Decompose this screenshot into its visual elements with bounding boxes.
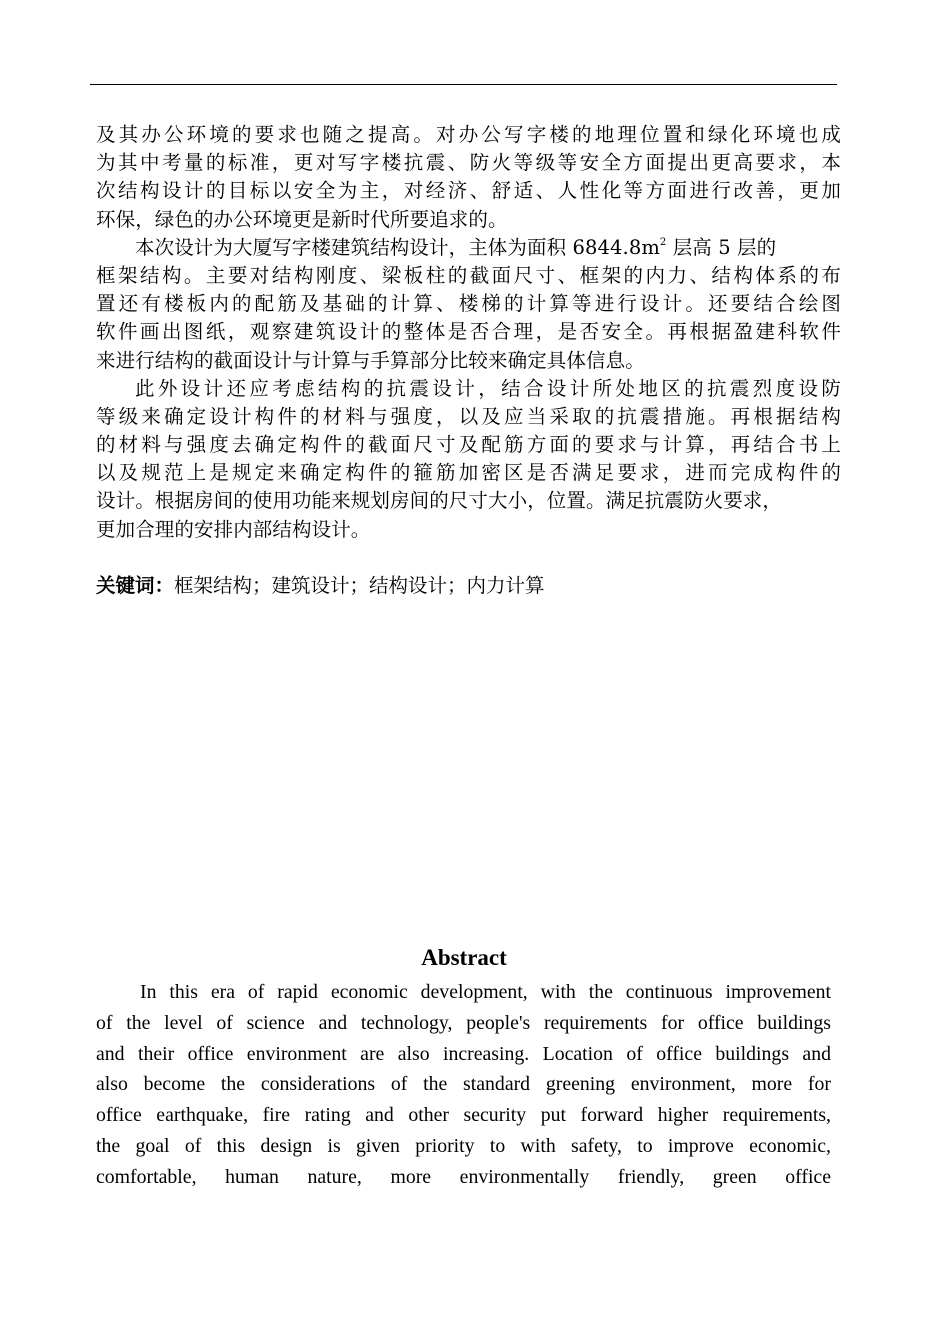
en-line: In this era of rapid economic development, with the continuous improvement [140, 981, 831, 1003]
cn-p1-line: 及其办公环境的要求也随之提高。对办公写字楼的地理位置和绿化环境也成 [96, 123, 841, 146]
en-line: the goal of this design is given priority to with safety, to improve economic, [96, 1134, 831, 1157]
en-line: and their office environment are also increasing. Location of office buildings and [96, 1042, 831, 1065]
keywords [96, 572, 545, 600]
cn-p3-line: 以及规范上是规定来确定构件的箍筋加密区是否满足要求，进而完成构件的 [96, 461, 841, 485]
cn-p3-line: 设计。根据房间的使用功能来规划房间的尺寸大小，位置。满足抗震防火要求， [96, 489, 783, 513]
cn-p2-text: 本次设计为大厦写字楼建筑结构设计，主体为面积 6844.8m [135, 235, 660, 259]
cn-p2-text: 层高 5 层的 [666, 235, 777, 259]
english-abstract-body [96, 977, 831, 1193]
abstract-title: Abstract [421, 945, 507, 970]
en-line: office earthquake, fire rating and other security put forward higher requirements, [96, 1104, 831, 1127]
keywords-text: 框架结构；建筑设计；结构设计；内力计算 [174, 574, 545, 597]
cn-p1-line: 次结构设计的目标以安全为主，对经济、舒适、人性化等方面进行改善，更加 [96, 179, 841, 203]
en-line: also become the considerations of the standard greening environment, more for [96, 1073, 831, 1096]
cn-p3-line: 更加合理的安排内部结构设计。 [96, 517, 371, 541]
cn-p3-line: 的材料与强度去确定构件的截面尺寸及配筋方面的要求与计算，再结合书上 [96, 433, 841, 457]
header-rule [90, 84, 837, 85]
keywords-label: 关键词： [96, 574, 175, 597]
en-line: of the level of science and technology, people's requirements for office buildings [96, 1011, 831, 1034]
cn-p2-line: 框架结构。主要对结构刚度、梁板柱的截面尺寸、框架的内力、结构体系的布 [96, 263, 841, 287]
en-line: comfortable, human nature, more environmentally friendly, green office [96, 1165, 831, 1188]
cn-p3-line: 此外设计还应考虑结构的抗震设计，结合设计所处地区的抗震烈度设防 [135, 376, 841, 400]
cn-p2-line: 来进行结构的截面设计与计算与手算部分比较来确定具体信息。 [96, 348, 645, 372]
cn-p1-line: 环保，绿色的办公环境更是新时代所要追求的。 [96, 207, 508, 231]
superscript: 2 [659, 236, 667, 248]
cn-p3-line: 等级来确定设计构件的材料与强度，以及应当采取的抗震措施。再根据结构 [96, 404, 841, 428]
cn-p1-line: 为其中考量的标准，更对写字楼抗震、防火等级等安全方面提出更高要求，本 [96, 151, 841, 175]
cn-p2-first-line [96, 234, 841, 262]
chinese-abstract-body [96, 121, 841, 544]
cn-p2-line: 软件画出图纸，观察建筑设计的整体是否合理，是否安全。再根据盈建科软件 [96, 320, 841, 344]
cn-p2-line: 置还有楼板内的配筋及基础的计算、楼梯的计算等进行设计。还要结合绘图 [96, 292, 841, 316]
